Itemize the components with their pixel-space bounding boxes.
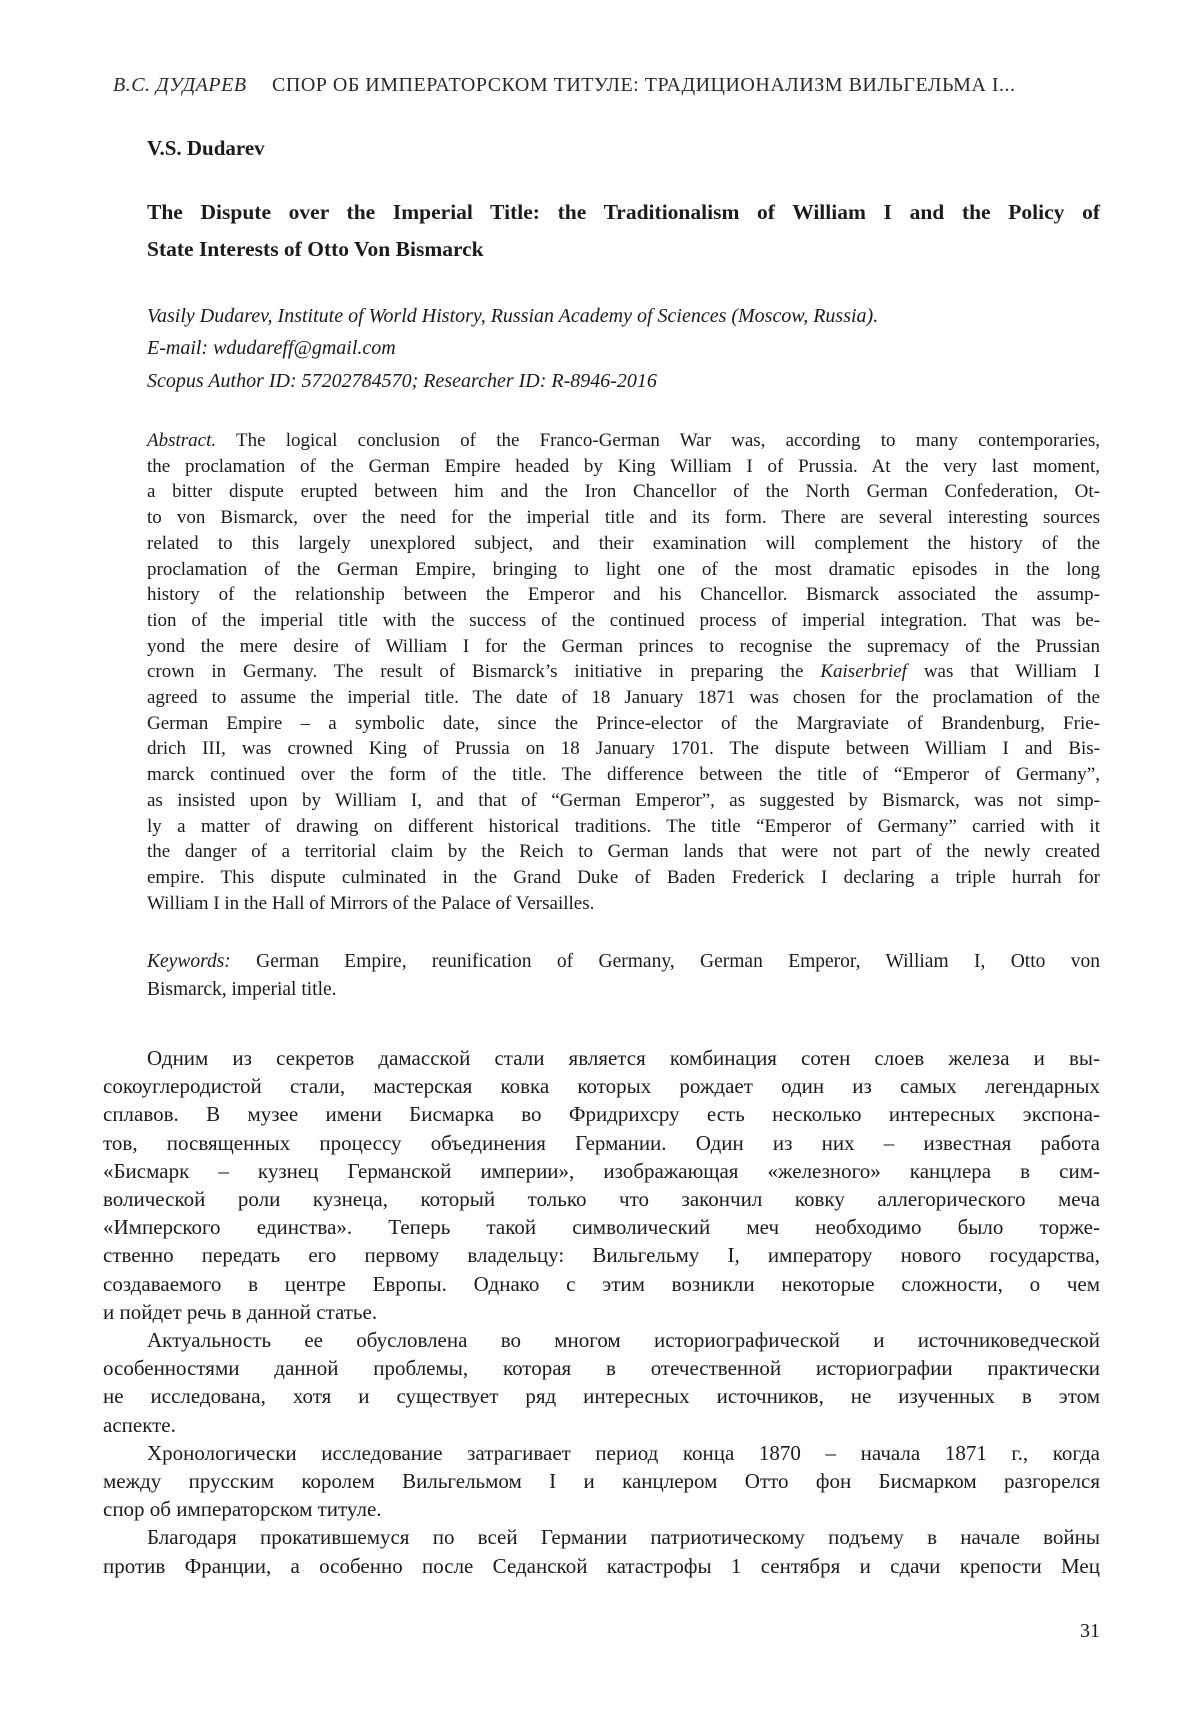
body-line: особенностями данной проблемы, которая в отечественной историографии практически: [103, 1356, 1100, 1381]
body-line: «Имперского единства». Теперь такой символический меч необходимо было торже-: [103, 1215, 1100, 1240]
abstract-line: agreed to assume the imperial title. The date of 18 January 1871 was chosen for the proclamation of the: [147, 687, 1100, 709]
body-line: аспекте.: [103, 1412, 176, 1437]
author-ids-line: Scopus Author ID: 57202784570; Researcher ID: R-8946-2016: [147, 369, 657, 392]
author-email: E-mail: wdudareff@gmail.com: [147, 337, 396, 360]
body-paragraph: [103, 1439, 1100, 1524]
kaiserbrief-term: Kaiserbrief: [820, 661, 907, 683]
body-line: спор об императорском титуле.: [103, 1497, 382, 1522]
abstract-line: history of the relationship between the Emperor and his Chancellor. Bismarck associated the assump-: [147, 584, 1100, 606]
keywords-line: Bismarck, imperial title.: [147, 979, 337, 1000]
abstract-line: tion of the imperial title with the success of the continued process of imperial integration. That was be-: [147, 609, 1100, 631]
body-paragraph: [103, 1523, 1100, 1579]
keywords-line: Keywords: German Empire, reunification of Germany, German Emperor, William I, Otto von: [147, 951, 1100, 972]
abstract-line: drich III, was crowned King of Prussia on 18 January 1701. The dispute between William I and Bis-: [147, 738, 1100, 760]
abstract-line: ly a matter of drawing on different historical traditions. The title “Emperor of Germany” carried with it: [147, 815, 1100, 837]
keywords-label: Keywords:: [147, 951, 231, 972]
body-line: создаваемого в центре Европы. Однако с этим возникли некоторые сложности, о чем: [103, 1271, 1100, 1296]
author-name: V.S. Dudarev: [147, 136, 265, 160]
abstract-line: marck continued over the form of the title. The difference between the title of “Emperor of Germany”,: [147, 764, 1100, 786]
body-line: не исследована, хотя и существует ряд интересных источников, не изученных в этом: [103, 1384, 1100, 1409]
page-number: 31: [1080, 1620, 1100, 1642]
running-header-author: В.С. ДУДАРЕВ: [113, 74, 247, 96]
affiliation-block: [147, 300, 1100, 397]
body-paragraph: [103, 1326, 1100, 1439]
body-paragraph: [103, 1044, 1100, 1326]
body-line: тов, посвященных процессу объединения Германии. Один из них – известная работа: [103, 1130, 1100, 1155]
abstract-line: German Empire – a symbolic date, since the Prince-elector of the Margraviate of Brandenburg, Frie-: [147, 712, 1100, 734]
body-line: между прусским королем Вильгельмом I и канцлером Отто фон Бисмарком разгорелся: [103, 1469, 1100, 1494]
body-line: Благодаря прокатившемуся по всей Германии патриотическому подъему в начале войны: [147, 1525, 1100, 1550]
body-line: против Франции, а особенно после Седанской катастрофы 1 сентября и сдачи крепости Мец: [103, 1553, 1100, 1578]
abstract-line: the proclamation of the German Empire headed by King William I of Prussia. At the very last moment,: [147, 455, 1100, 477]
running-header-title: СПОР ОБ ИМПЕРАТОРСКОМ ТИТУЛЕ: ТРАДИЦИОНАЛИЗМ ВИЛЬГЕЛЬМА I...: [272, 74, 1016, 96]
keywords-section: [147, 948, 1100, 1004]
abstract-line: proclamation of the German Empire, bringing to light one of the most dramatic episodes in the long: [147, 558, 1100, 580]
abstract-line: empire. This dispute culminated in the Grand Duke of Baden Frederick I declaring a triple hurrah for: [147, 866, 1100, 888]
abstract-line: the danger of a territorial claim by the Reich to German lands that were not part of the newly created: [147, 841, 1100, 863]
abstract-line: to von Bismarck, over the need for the imperial title and its form. There are several interesting sources: [147, 507, 1100, 529]
abstract-line: a bitter dispute erupted between him and the Iron Chancellor of the North German Confederation, Ot-: [147, 481, 1100, 503]
body-line: волической роли кузнеца, который только что закончил ковку аллегорического меча: [103, 1187, 1100, 1212]
body-line: Актуальность ее обусловлена во многом историографической и источниковедческой: [147, 1328, 1100, 1353]
abstract-line: as insisted upon by William I, and that of “German Emperor”, as suggested by Bismarck, was not simp-: [147, 789, 1100, 811]
abstract-line: related to this largely unexplored subject, and their examination will complement the history of the: [147, 532, 1100, 554]
body-line: и пойдет речь в данной статье.: [103, 1299, 378, 1324]
body-line: сплавов. В музее имени Бисмарка во Фридрихсру есть несколько интересных экспона-: [103, 1102, 1100, 1127]
body-line: Одним из секретов дамасской стали является комбинация сотен слоев железа и вы-: [147, 1046, 1100, 1070]
abstract-line: Abstract. The logical conclusion of the Franco-German War was, according to many contemporaries,: [147, 430, 1100, 451]
body-line: ственно передать его первому владельцу: Вильгельму I, императору нового государства,: [103, 1243, 1100, 1268]
abstract-line: William I in the Hall of Mirrors of the Palace of Versailles.: [147, 892, 595, 914]
abstract-line: yond the mere desire of William I for the German princes to recognise the supremacy of the Prussian: [147, 635, 1100, 657]
abstract-section: [147, 428, 1100, 916]
article-title: [147, 194, 1100, 268]
abstract-line: crown in Germany. The result of Bismarck’s initiative in preparing the Kaiserbrief was that William I: [147, 661, 1101, 683]
body-line: Хронологически исследование затрагивает период конца 1870 – начала 1871 г., когда: [147, 1440, 1100, 1465]
body-text-ru: [103, 1044, 1100, 1580]
article-title-line: The Dispute over the Imperial Title: the Traditionalism of William I and the Policy of: [147, 200, 1100, 224]
abstract-label: Abstract.: [147, 430, 217, 451]
body-line: «Бисмарк – кузнец Германской империи», изображающая «железного» канцлера в сим-: [103, 1158, 1100, 1183]
affiliation-line: Vasily Dudarev, Institute of World History, Russian Academy of Sciences (Moscow, Russia).: [147, 305, 879, 327]
running-header: [113, 74, 1100, 97]
article-title-line: State Interests of Otto Von Bismarck: [147, 237, 484, 261]
body-line: сокоуглеродистой стали, мастерская ковка которых рождает один из самых легендарных: [103, 1074, 1100, 1099]
